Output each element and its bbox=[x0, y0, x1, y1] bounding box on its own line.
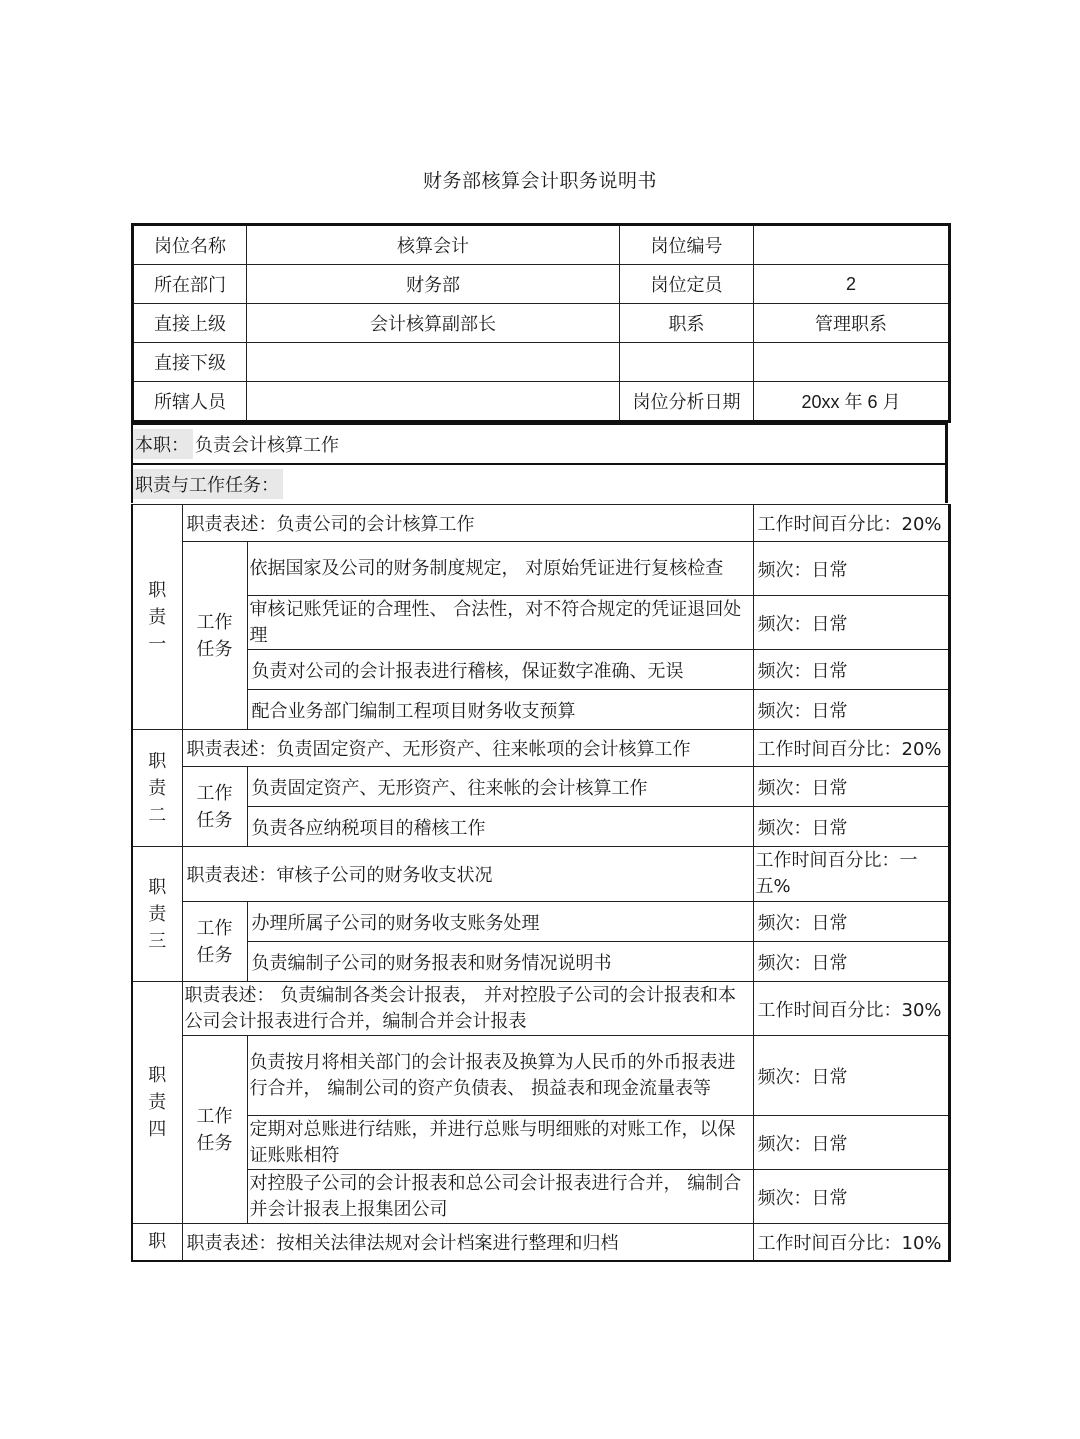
table-row bbox=[132, 767, 949, 807]
duty-4-task-2-frequency: 频次：日常 bbox=[753, 1116, 949, 1170]
duty-4-task-2: 定期对总账进行结账，并进行总账与明细账的对账工作，以保证账账相符 bbox=[247, 1116, 753, 1170]
duty-4-task-3: 对控股子公司的会计报表和总公司会计报表进行合并， 编制合并会计报表上报集团公司 bbox=[247, 1170, 753, 1224]
duty-5-label: 职 bbox=[132, 1224, 182, 1261]
table-row bbox=[132, 596, 949, 650]
staff-value bbox=[247, 382, 620, 422]
duty-4-label: 职 责 四 bbox=[132, 982, 182, 1224]
duty-1-statement: 职责表述：负责公司的会计核算工作 bbox=[182, 505, 753, 542]
position-code-label: 岗位编号 bbox=[620, 225, 754, 265]
department-value: 财务部 bbox=[247, 265, 620, 304]
duty-3-statement: 职责表述：审核子公司的财务收支状况 bbox=[182, 847, 753, 902]
duty-3-task-2: 负责编制子公司的财务报表和财务情况说明书 bbox=[247, 942, 753, 982]
table-row bbox=[132, 1116, 949, 1170]
duty-4-task-1: 负责按月将相关部门的会计报表及换算为人民币的外币报表进行合并， 编制公司的资产负债表、 损益表和现金流量表等 bbox=[247, 1036, 753, 1116]
duty-4-time-percent: 工作时间百分比：30% bbox=[753, 982, 949, 1036]
table-row bbox=[132, 730, 949, 767]
document-title: 财务部核算会计职务说明书 bbox=[422, 170, 657, 192]
duty-5-time-percent: 工作时间百分比：10% bbox=[753, 1224, 949, 1261]
duty-3-task-2-frequency: 频次：日常 bbox=[753, 942, 949, 982]
analysis-date-value: 20xx 年 6 月 bbox=[754, 382, 950, 422]
duty-3-task-1-frequency: 频次：日常 bbox=[753, 902, 949, 942]
analysis-date-label: 岗位分析日期 bbox=[620, 382, 754, 422]
table-row bbox=[133, 265, 950, 304]
headcount-label: 岗位定员 bbox=[620, 265, 754, 304]
duty-5-statement: 职责表述：按相关法律法规对会计档案进行整理和归档 bbox=[182, 1224, 753, 1261]
duty-1-task-1-frequency: 频次：日常 bbox=[753, 542, 949, 596]
table-row bbox=[132, 650, 949, 690]
duty-3-task-1: 办理所属子公司的财务收支账务处理 bbox=[247, 902, 753, 942]
series-label: 职系 bbox=[620, 304, 754, 343]
duty-3-label: 职 责 三 bbox=[132, 847, 182, 982]
staff-label: 所辖人员 bbox=[133, 382, 247, 422]
empty-cell bbox=[620, 343, 754, 382]
duty-4-task-3-frequency: 频次：日常 bbox=[753, 1170, 949, 1224]
duty-4-task-1-frequency: 频次：日常 bbox=[753, 1036, 949, 1116]
duty-4-task-label: 工作 任务 bbox=[182, 1036, 247, 1224]
duties-header-row bbox=[131, 463, 948, 503]
superior-label: 直接上级 bbox=[133, 304, 247, 343]
table-row bbox=[132, 542, 949, 596]
duty-1-task-4: 配合业务部门编制工程项目财务收支预算 bbox=[247, 690, 753, 730]
duty-1-task-1: 依据国家及公司的财务制度规定， 对原始凭证进行复核检查 bbox=[247, 542, 753, 596]
superior-value: 会计核算副部长 bbox=[247, 304, 620, 343]
duty-1-task-4-frequency: 频次：日常 bbox=[753, 690, 949, 730]
duties-header: 职责与工作任务： bbox=[133, 469, 283, 499]
duty-2-task-1: 负责固定资产、无形资产、往来帐的会计核算工作 bbox=[247, 767, 753, 807]
duty-1-time-percent: 工作时间百分比：20% bbox=[753, 505, 949, 542]
position-name-value: 核算会计 bbox=[247, 225, 620, 265]
table-row bbox=[132, 982, 949, 1036]
subordinate-label: 直接下级 bbox=[133, 343, 247, 382]
job-summary-label: 本职： bbox=[133, 429, 193, 459]
duty-1-task-2: 审核记账凭证的合理性、 合法性，对不符合规定的凭证退回处理 bbox=[247, 596, 753, 650]
table-row bbox=[132, 902, 949, 942]
duty-2-task-1-frequency: 频次：日常 bbox=[753, 767, 949, 807]
table-row bbox=[132, 690, 949, 730]
table-row bbox=[133, 225, 950, 265]
position-code-value bbox=[754, 225, 950, 265]
basic-info-table bbox=[131, 223, 951, 423]
table-row bbox=[133, 382, 950, 422]
job-summary-text: 负责会计核算工作 bbox=[195, 435, 339, 456]
headcount-value: 2 bbox=[754, 265, 950, 304]
duty-2-task-label: 工作 任务 bbox=[182, 767, 247, 847]
duty-2-statement: 职责表述：负责固定资产、无形资产、往来帐项的会计核算工作 bbox=[182, 730, 753, 767]
table-row bbox=[132, 1036, 949, 1116]
series-value: 管理职系 bbox=[754, 304, 950, 343]
subordinate-value bbox=[247, 343, 620, 382]
duty-2-task-2: 负责各应纳税项目的稽核工作 bbox=[247, 807, 753, 847]
duty-1-label: 职 责 一 bbox=[132, 505, 182, 730]
job-summary-row bbox=[131, 423, 948, 463]
duty-1-task-3-frequency: 频次：日常 bbox=[753, 650, 949, 690]
table-row bbox=[132, 505, 949, 542]
position-name-label: 岗位名称 bbox=[133, 225, 247, 265]
table-row bbox=[132, 1170, 949, 1224]
duty-2-task-2-frequency: 频次：日常 bbox=[753, 807, 949, 847]
department-label: 所在部门 bbox=[133, 265, 247, 304]
duties-table bbox=[131, 504, 951, 1262]
duty-1-task-3: 负责对公司的会计报表进行稽核，保证数字准确、无误 bbox=[247, 650, 753, 690]
table-row bbox=[133, 343, 950, 382]
duty-2-label: 职 责 二 bbox=[132, 730, 182, 847]
table-row bbox=[132, 807, 949, 847]
duty-1-task-label: 工作 任务 bbox=[182, 542, 247, 730]
duty-1-task-2-frequency: 频次：日常 bbox=[753, 596, 949, 650]
duty-3-task-label: 工作 任务 bbox=[182, 902, 247, 982]
duty-3-time-percent: 工作时间百分比：一五% bbox=[753, 847, 949, 902]
table-row bbox=[132, 1224, 949, 1261]
empty-cell bbox=[754, 343, 950, 382]
table-row bbox=[133, 304, 950, 343]
table-row bbox=[132, 847, 949, 902]
duty-2-time-percent: 工作时间百分比：20% bbox=[753, 730, 949, 767]
table-row bbox=[132, 942, 949, 982]
duty-4-statement: 职责表述： 负责编制各类会计报表， 并对控股子公司的会计报表和本公司会计报表进行合并，编制合并会计报表 bbox=[182, 982, 753, 1036]
